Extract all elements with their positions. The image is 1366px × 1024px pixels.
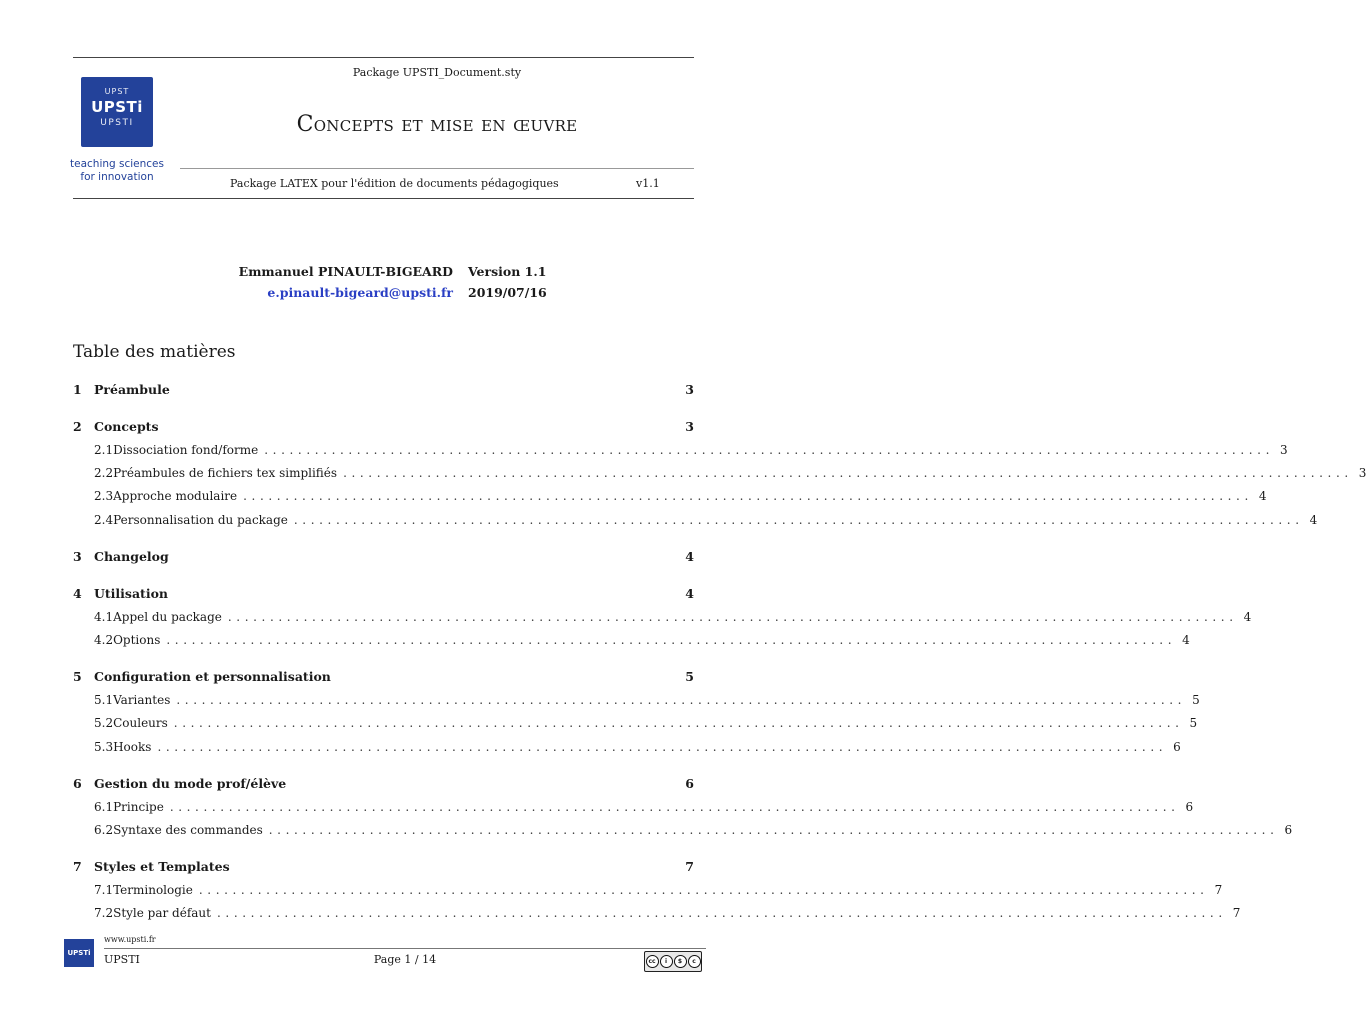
toc-subsection-page: 5 xyxy=(1192,693,1200,708)
toc-leader-dots: ........................................................................................................................ xyxy=(217,906,1227,921)
toc-subsection[interactable] xyxy=(73,443,1288,457)
toc-section-page: 5 xyxy=(685,669,694,685)
toc-subsection-number: 2.3 xyxy=(94,489,114,504)
toc-subsection-title: Personnalisation du package xyxy=(113,512,288,527)
toc-section-title: Préambule xyxy=(94,382,170,397)
toc-subsection-number: 7.1 xyxy=(94,883,114,898)
toc-section-number: 1 xyxy=(73,382,82,397)
upsti-logo xyxy=(81,77,153,147)
toc-subsection-number: 6.2 xyxy=(94,823,114,837)
toc-subsection[interactable] xyxy=(73,609,1252,624)
toc-subsection[interactable] xyxy=(73,466,1366,481)
toc-section[interactable] xyxy=(73,382,694,397)
toc-subsection-title: Dissociation fond/forme xyxy=(113,443,259,457)
toc-leader-dots: ........................................................................................................................ xyxy=(166,633,1177,647)
package-filename: Package UPSTI_Document.sty xyxy=(352,66,522,79)
toc-section-title: Configuration et personnalisation xyxy=(94,669,331,685)
sa-icon: c xyxy=(688,955,701,968)
toc-subsection[interactable] xyxy=(73,799,1194,814)
toc-subsection-title: Syntaxe des commandes xyxy=(113,823,263,837)
footer-org: UPSTI xyxy=(104,953,140,966)
toc-leader-dots: ........................................................................................................................ xyxy=(198,883,1209,898)
toc-section-page: 6 xyxy=(685,775,694,791)
footer-url[interactable]: www.upsti.fr xyxy=(104,935,156,944)
tagline-line-2: for innovation xyxy=(80,171,154,183)
toc-subsection-page: 7 xyxy=(1232,906,1241,921)
toc-subsection-page: 6 xyxy=(1284,823,1293,837)
toc-subsection-title: Hooks xyxy=(113,739,152,754)
version-date: 2019/07/16 xyxy=(468,285,547,300)
toc-section[interactable] xyxy=(73,859,694,874)
toc-section-number: 3 xyxy=(73,548,82,564)
toc-section-page: 3 xyxy=(685,419,694,434)
toc-subsection-number: 2.1 xyxy=(94,443,114,457)
toc-section-number: 7 xyxy=(73,859,82,875)
toc-leader-dots: ........................................................................................................................ xyxy=(173,716,1184,731)
toc-leader-dots: ........................................................................................................................ xyxy=(293,512,1304,527)
toc-subsection-title: Options xyxy=(113,633,161,647)
author-email[interactable]: e.pinault-bigeard@upsti.fr xyxy=(267,285,453,300)
toc-leader-dots: ........................................................................................................................ xyxy=(157,739,1168,754)
toc-leader-dots: ........................................................................................................................ xyxy=(343,466,1353,481)
toc-subsection-page: 4 xyxy=(1243,609,1252,624)
toc-subsection-title: Préambules de fichiers tex simplifiés xyxy=(113,466,338,481)
title-rule xyxy=(180,168,694,169)
toc-subsection-page: 6 xyxy=(1173,739,1181,754)
toc-section-number: 6 xyxy=(73,775,82,791)
author-name: Emmanuel PINAULT-BIGEARD xyxy=(238,264,453,279)
toc-subsection-page: 4 xyxy=(1258,489,1267,504)
toc-subsection-page: 5 xyxy=(1189,716,1198,731)
logo-tagline xyxy=(68,158,166,184)
toc-subsection[interactable] xyxy=(73,512,1318,527)
logo-name: UPSTi xyxy=(91,98,143,116)
toc-subsection-title: Principe xyxy=(113,799,164,814)
author-info xyxy=(239,264,453,306)
toc-section-title: Concepts xyxy=(94,419,159,434)
toc-leader-dots: ........................................................................................................................ xyxy=(243,489,1253,504)
toc-subsection-page: 6 xyxy=(1185,799,1194,814)
toc-leader-dots: ........................................................................................................................ xyxy=(268,823,1279,837)
toc-section[interactable] xyxy=(73,669,694,684)
toc-leader-dots: ........................................................................................................................ xyxy=(176,693,1187,708)
toc-section-number: 2 xyxy=(73,419,82,434)
toc-subsection-title: Appel du package xyxy=(113,609,222,624)
toc-section-number: 4 xyxy=(73,585,82,601)
toc-section-number: 5 xyxy=(73,669,82,685)
toc-subsection[interactable] xyxy=(73,906,1241,921)
footer-page-number: Page 1 / 14 xyxy=(373,953,437,966)
toc-title: Table des matières xyxy=(73,342,236,362)
toc-section-title: Gestion du mode prof/élève xyxy=(94,775,287,791)
toc-subsection-page: 3 xyxy=(1279,443,1288,457)
cc-icon: cc xyxy=(646,955,659,968)
toc-subsection-number: 5.1 xyxy=(94,693,114,708)
document-subtitle: Package LATEX pour l'édition de documents pédagogiques xyxy=(230,177,559,190)
toc-section-title: Changelog xyxy=(94,548,169,564)
toc-subsection[interactable] xyxy=(73,693,1200,708)
toc-subsection-number: 7.2 xyxy=(94,906,114,921)
toc-subsection[interactable] xyxy=(73,716,1198,731)
toc-section[interactable] xyxy=(73,419,694,434)
toc-section[interactable] xyxy=(73,586,694,601)
toc-leader-dots: ........................................................................................................................ xyxy=(169,799,1180,814)
document-title: Concepts et mise en œuvre xyxy=(296,112,578,137)
toc-subsection[interactable] xyxy=(73,823,1293,837)
toc-subsection-title: Style par défaut xyxy=(113,906,211,921)
toc-leader-dots: ........................................................................................................................ xyxy=(264,443,1274,457)
toc-subsection-number: 5.3 xyxy=(94,739,114,754)
version-short: v1.1 xyxy=(636,177,660,190)
toc-section-page: 7 xyxy=(685,859,694,875)
toc-subsection-number: 6.1 xyxy=(94,799,114,814)
toc-section[interactable] xyxy=(73,776,694,791)
toc-subsection-page: 4 xyxy=(1182,633,1190,647)
toc-subsection[interactable] xyxy=(73,883,1223,898)
logo-bottom-mark: UPSTI xyxy=(100,118,134,128)
toc-subsection-number: 2.4 xyxy=(94,512,114,527)
toc-subsection[interactable] xyxy=(73,489,1267,504)
toc-section-page: 4 xyxy=(685,548,694,564)
toc-subsection-title: Terminologie xyxy=(113,883,193,898)
version-info xyxy=(468,264,547,306)
tagline-line-1: teaching sciences xyxy=(70,158,164,170)
toc-subsection-number: 2.2 xyxy=(94,466,114,481)
toc-subsection-title: Couleurs xyxy=(113,716,168,731)
toc-subsection-title: Approche modulaire xyxy=(113,489,238,504)
toc-subsection-page: 4 xyxy=(1309,512,1318,527)
toc-subsection-number: 4.2 xyxy=(94,633,114,647)
toc-subsection-page: 7 xyxy=(1214,883,1223,898)
toc-subsection[interactable] xyxy=(73,633,1190,647)
cc-license-badge xyxy=(644,951,702,972)
toc-leader-dots: ........................................................................................................................ xyxy=(227,609,1238,624)
toc-section-page: 4 xyxy=(685,585,694,601)
toc-section[interactable] xyxy=(73,549,694,564)
header-bottom-rule xyxy=(73,198,694,199)
toc-section-page: 3 xyxy=(685,382,694,397)
toc-subsection-number: 5.2 xyxy=(94,716,114,731)
toc-subsection-title: Variantes xyxy=(113,693,171,708)
toc-section-title: Utilisation xyxy=(94,585,169,601)
nc-icon: $ xyxy=(674,955,687,968)
toc-subsection-page: 3 xyxy=(1358,466,1366,481)
by-icon: i xyxy=(660,955,673,968)
toc-section-title: Styles et Templates xyxy=(94,859,230,875)
logo-top-mark: UPST xyxy=(104,87,130,96)
toc-subsection-number: 4.1 xyxy=(94,609,114,624)
version-label: Version 1.1 xyxy=(468,264,547,279)
footer-rule xyxy=(104,948,706,949)
toc-subsection[interactable] xyxy=(73,739,1181,754)
footer-logo: UPSTi xyxy=(64,939,94,967)
header-top-rule xyxy=(73,57,694,58)
